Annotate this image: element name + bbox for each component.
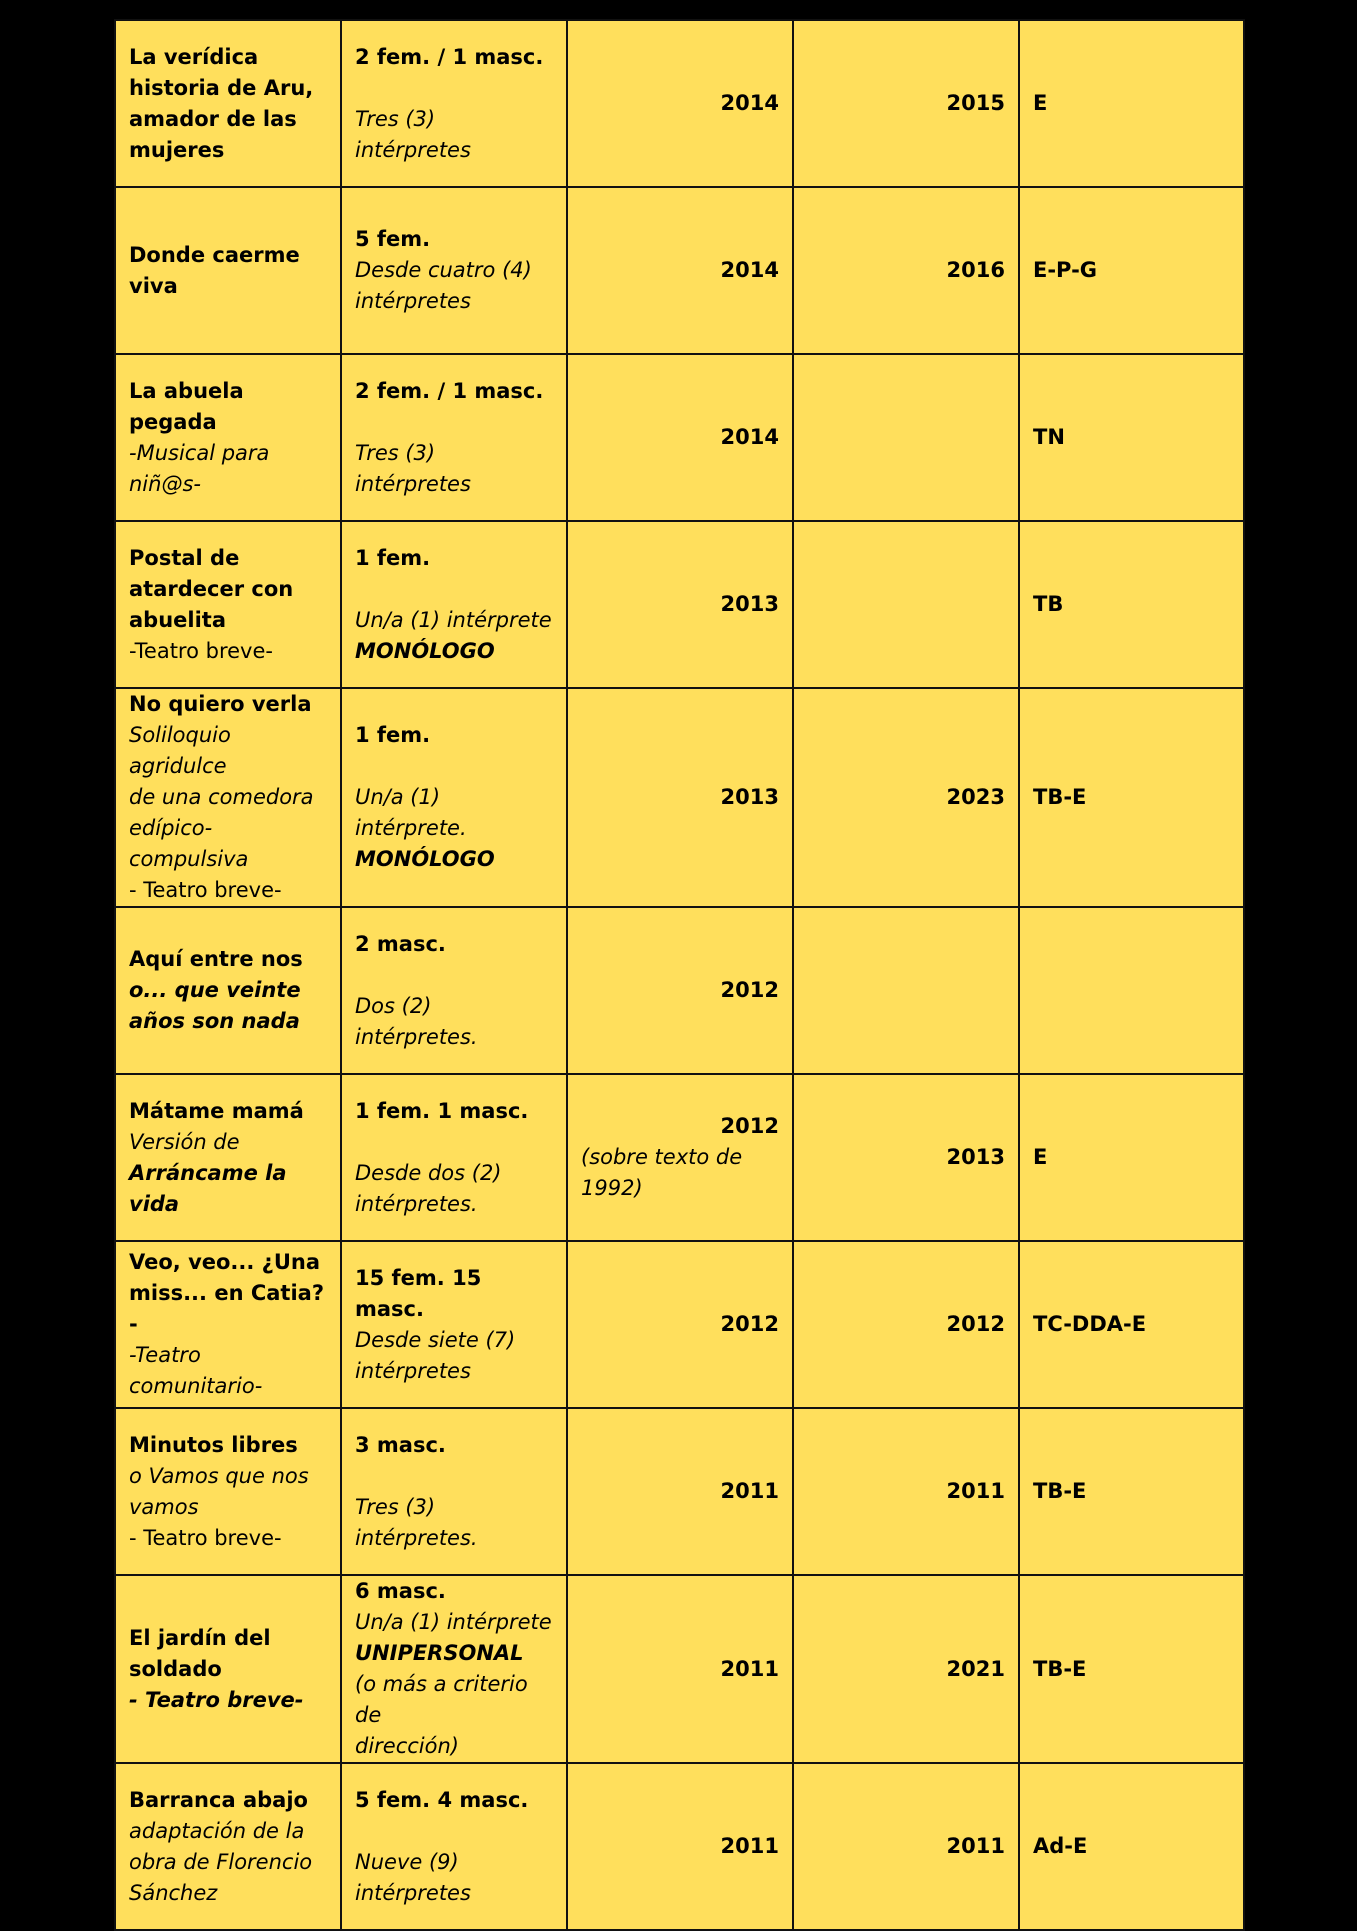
- code: Ad-E: [1033, 1834, 1088, 1858]
- year-note: 1992): [581, 1176, 643, 1200]
- year-written-cell: [567, 521, 793, 688]
- year-premiere-cell: [793, 354, 1019, 521]
- performers-text: intérpretes: [355, 1880, 471, 1905]
- year-premiere: 2015: [946, 91, 1005, 115]
- code-cell: [1019, 521, 1244, 688]
- title-cell: [115, 187, 341, 354]
- performers-text: Desde cuatro (4): [355, 258, 532, 282]
- cast-cell: [341, 354, 567, 521]
- performers-text: Tres (3) intérpretes: [355, 440, 471, 496]
- table-row: [115, 688, 1244, 907]
- title-cell: [115, 20, 341, 187]
- title-line: abuelita: [129, 607, 227, 632]
- performers-text: (o más a criterio de: [355, 1672, 528, 1727]
- year-written-cell: [567, 1241, 793, 1408]
- title-line: atardecer con: [129, 576, 294, 601]
- cast-cell: [341, 20, 567, 187]
- code: E-P-G: [1033, 258, 1098, 282]
- year-written-cell: [567, 1763, 793, 1930]
- cast-count: 3 masc.: [355, 1432, 446, 1457]
- year-written-cell: [567, 187, 793, 354]
- code: E: [1033, 1145, 1048, 1169]
- cast-cell: [341, 187, 567, 354]
- code: E: [1033, 91, 1048, 115]
- title-subtitle: -Teatro: [129, 1343, 201, 1367]
- year-written: 2014: [720, 91, 779, 115]
- performers-format: MONÓLOGO: [355, 847, 495, 871]
- title-line: Veo, veo... ¿Una: [129, 1250, 321, 1274]
- code-cell: [1019, 187, 1244, 354]
- code-cell: [1019, 354, 1244, 521]
- table-row: [115, 20, 1244, 187]
- cast-cell: [341, 688, 567, 907]
- cast-count: 15 fem. 15 masc.: [355, 1265, 482, 1321]
- code-cell: [1019, 1763, 1244, 1930]
- year-premiere: 2011: [946, 1834, 1005, 1858]
- title-line: El jardín del: [129, 1625, 271, 1650]
- title-subtitle: o... que veinte: [129, 978, 301, 1002]
- title-line: Minutos libres: [129, 1432, 298, 1457]
- title-cell: [115, 1763, 341, 1930]
- title-cell: [115, 1575, 341, 1763]
- table-row: [115, 907, 1244, 1074]
- year-premiere-cell: [793, 1074, 1019, 1241]
- cast-count: 5 fem. 4 masc.: [355, 1787, 529, 1812]
- code: TC-DDA-E: [1033, 1312, 1147, 1336]
- title-line: soldado: [129, 1656, 222, 1681]
- code-cell: [1019, 1241, 1244, 1408]
- code: TN: [1033, 425, 1065, 449]
- title-line: No quiero verla: [129, 692, 312, 716]
- plays-table: [114, 19, 1245, 1931]
- title-subtitle: - Teatro breve-: [129, 1687, 304, 1712]
- title-cell: [115, 907, 341, 1074]
- cast-count: 1 fem.: [355, 545, 431, 570]
- title-subtitle: o Vamos que nos: [129, 1463, 309, 1488]
- performers-format: MONÓLOGO: [355, 638, 495, 663]
- year-written: 2011: [720, 1834, 779, 1858]
- cast-cell: [341, 1074, 567, 1241]
- code: TB-E: [1033, 785, 1087, 809]
- table-row: [115, 1408, 1244, 1575]
- code-cell: [1019, 1575, 1244, 1763]
- cast-count: 1 fem.: [355, 723, 431, 747]
- year-premiere-cell: [793, 907, 1019, 1074]
- year-written: 2014: [720, 258, 779, 282]
- cast-count: 6 masc.: [355, 1579, 446, 1603]
- code-cell: [1019, 688, 1244, 907]
- year-written: 2013: [720, 592, 779, 616]
- performers-text: intérpretes: [355, 289, 471, 313]
- year-premiere-cell: [793, 1763, 1019, 1930]
- performers-text: Dos (2) intérpretes.: [355, 993, 478, 1049]
- performers-text: Un/a (1) intérprete: [355, 1610, 552, 1634]
- title-line: Barranca abajo: [129, 1787, 308, 1812]
- year-written-cell: [567, 1074, 793, 1241]
- code: TB-E: [1033, 1479, 1087, 1503]
- year-premiere-cell: [793, 1408, 1019, 1575]
- title-subtitle: obra de Florencio: [129, 1849, 313, 1874]
- year-written-cell: [567, 20, 793, 187]
- title-subtitle: comunitario-: [129, 1374, 263, 1398]
- title-line: Donde caerme: [129, 242, 300, 267]
- title-line: La abuela: [129, 378, 244, 403]
- cast-cell: [341, 907, 567, 1074]
- title-cell: [115, 1074, 341, 1241]
- year-premiere: 2011: [946, 1479, 1005, 1503]
- cast-count: 1 fem. 1 masc.: [355, 1098, 529, 1123]
- title-subtitle: edípico-compulsiva: [129, 816, 249, 871]
- title-line: Aquí entre nos: [129, 947, 303, 971]
- year-premiere-cell: [793, 688, 1019, 907]
- table-row: [115, 187, 1244, 354]
- cast-cell: [341, 1241, 567, 1408]
- year-premiere-cell: [793, 1575, 1019, 1763]
- performers-text: intérpretes: [355, 1358, 471, 1383]
- year-written-cell: [567, 1408, 793, 1575]
- title-subtitle: años son nada: [129, 1009, 300, 1033]
- title-subtitle: -Musical para: [129, 440, 270, 465]
- year-premiere: 2013: [946, 1145, 1005, 1169]
- code: TB: [1033, 592, 1064, 616]
- title-cell: [115, 521, 341, 688]
- code-cell: [1019, 907, 1244, 1074]
- title-cell: [115, 1241, 341, 1408]
- performers-text: intérpretes.: [355, 1191, 478, 1216]
- table-row: [115, 354, 1244, 521]
- cast-count: 2 masc.: [355, 931, 446, 956]
- year-written: 2012: [720, 1114, 779, 1138]
- year-premiere: 2016: [946, 258, 1005, 282]
- cast-cell: [341, 521, 567, 688]
- cast-cell: [341, 1763, 567, 1930]
- year-written-cell: [567, 1575, 793, 1763]
- title-line: Postal de: [129, 545, 240, 570]
- title-line: miss... en Catia? -: [129, 1281, 324, 1336]
- title-cell: [115, 688, 341, 907]
- table-row: [115, 1763, 1244, 1930]
- title-line: La verídica: [129, 44, 259, 69]
- year-note: (sobre texto de: [581, 1145, 743, 1169]
- table-row: [115, 1074, 1244, 1241]
- title-subtitle: adaptación de la: [129, 1818, 305, 1843]
- cast-count: 2 fem. / 1 masc.: [355, 378, 544, 403]
- title-subtitle: Versión de: [129, 1129, 240, 1154]
- year-written: 2011: [720, 1656, 779, 1681]
- performers-text: Desde dos (2): [355, 1160, 502, 1185]
- title-subtitle: vamos: [129, 1494, 199, 1519]
- year-premiere: 2021: [946, 1656, 1005, 1681]
- year-written: 2012: [720, 978, 779, 1002]
- title-subtitle: Sánchez: [129, 1880, 218, 1905]
- title-cell: [115, 354, 341, 521]
- year-written: 2013: [720, 785, 779, 809]
- year-written-cell: [567, 354, 793, 521]
- performers-text: dirección): [355, 1734, 459, 1758]
- cast-cell: [341, 1408, 567, 1575]
- title-line: Mátame mamá: [129, 1098, 304, 1123]
- title-subtitle: Soliloquio agridulce: [129, 723, 231, 778]
- title-subtitle: -Teatro breve-: [129, 638, 273, 663]
- performers-text: Tres (3) intérpretes.: [355, 1494, 478, 1550]
- performers-text: Desde siete (7): [355, 1327, 516, 1352]
- year-written: 2014: [720, 425, 779, 449]
- year-premiere: 2023: [946, 785, 1005, 809]
- table-row: [115, 521, 1244, 688]
- code-cell: [1019, 1074, 1244, 1241]
- title-line: amador de las: [129, 106, 297, 131]
- title-cell: [115, 1408, 341, 1575]
- performers-text: Tres (3) intérpretes: [355, 106, 471, 162]
- cast-cell: [341, 1575, 567, 1763]
- year-premiere: 2012: [946, 1312, 1005, 1336]
- code-cell: [1019, 1408, 1244, 1575]
- performers-format: UNIPERSONAL: [355, 1641, 524, 1665]
- title-subtitle: niñ@s-: [129, 471, 201, 496]
- performers-text: Nueve (9): [355, 1849, 459, 1874]
- title-line: pegada: [129, 409, 217, 434]
- table-row: [115, 1575, 1244, 1763]
- title-line: viva: [129, 273, 178, 298]
- year-written: 2011: [720, 1479, 779, 1503]
- cast-count: 5 fem.: [355, 227, 431, 251]
- title-subtitle: - Teatro breve-: [129, 1525, 282, 1550]
- cast-count: 2 fem. / 1 masc.: [355, 44, 544, 69]
- year-written-cell: [567, 907, 793, 1074]
- year-premiere-cell: [793, 187, 1019, 354]
- performers-text: Un/a (1) intérprete.: [355, 785, 467, 840]
- table-row: [115, 1241, 1244, 1408]
- code-cell: [1019, 20, 1244, 187]
- year-written-cell: [567, 688, 793, 907]
- year-premiere-cell: [793, 20, 1019, 187]
- code: TB-E: [1033, 1656, 1087, 1681]
- title-subtitle: de una comedora: [129, 785, 314, 809]
- year-premiere-cell: [793, 521, 1019, 688]
- title-line: mujeres: [129, 137, 225, 162]
- performers-text: Un/a (1) intérprete: [355, 607, 552, 632]
- year-premiere-cell: [793, 1241, 1019, 1408]
- year-written: 2012: [720, 1312, 779, 1336]
- title-subtitle: - Teatro breve-: [129, 878, 282, 902]
- title-subtitle: Arráncame la vida: [129, 1160, 287, 1216]
- title-line: historia de Aru,: [129, 75, 314, 100]
